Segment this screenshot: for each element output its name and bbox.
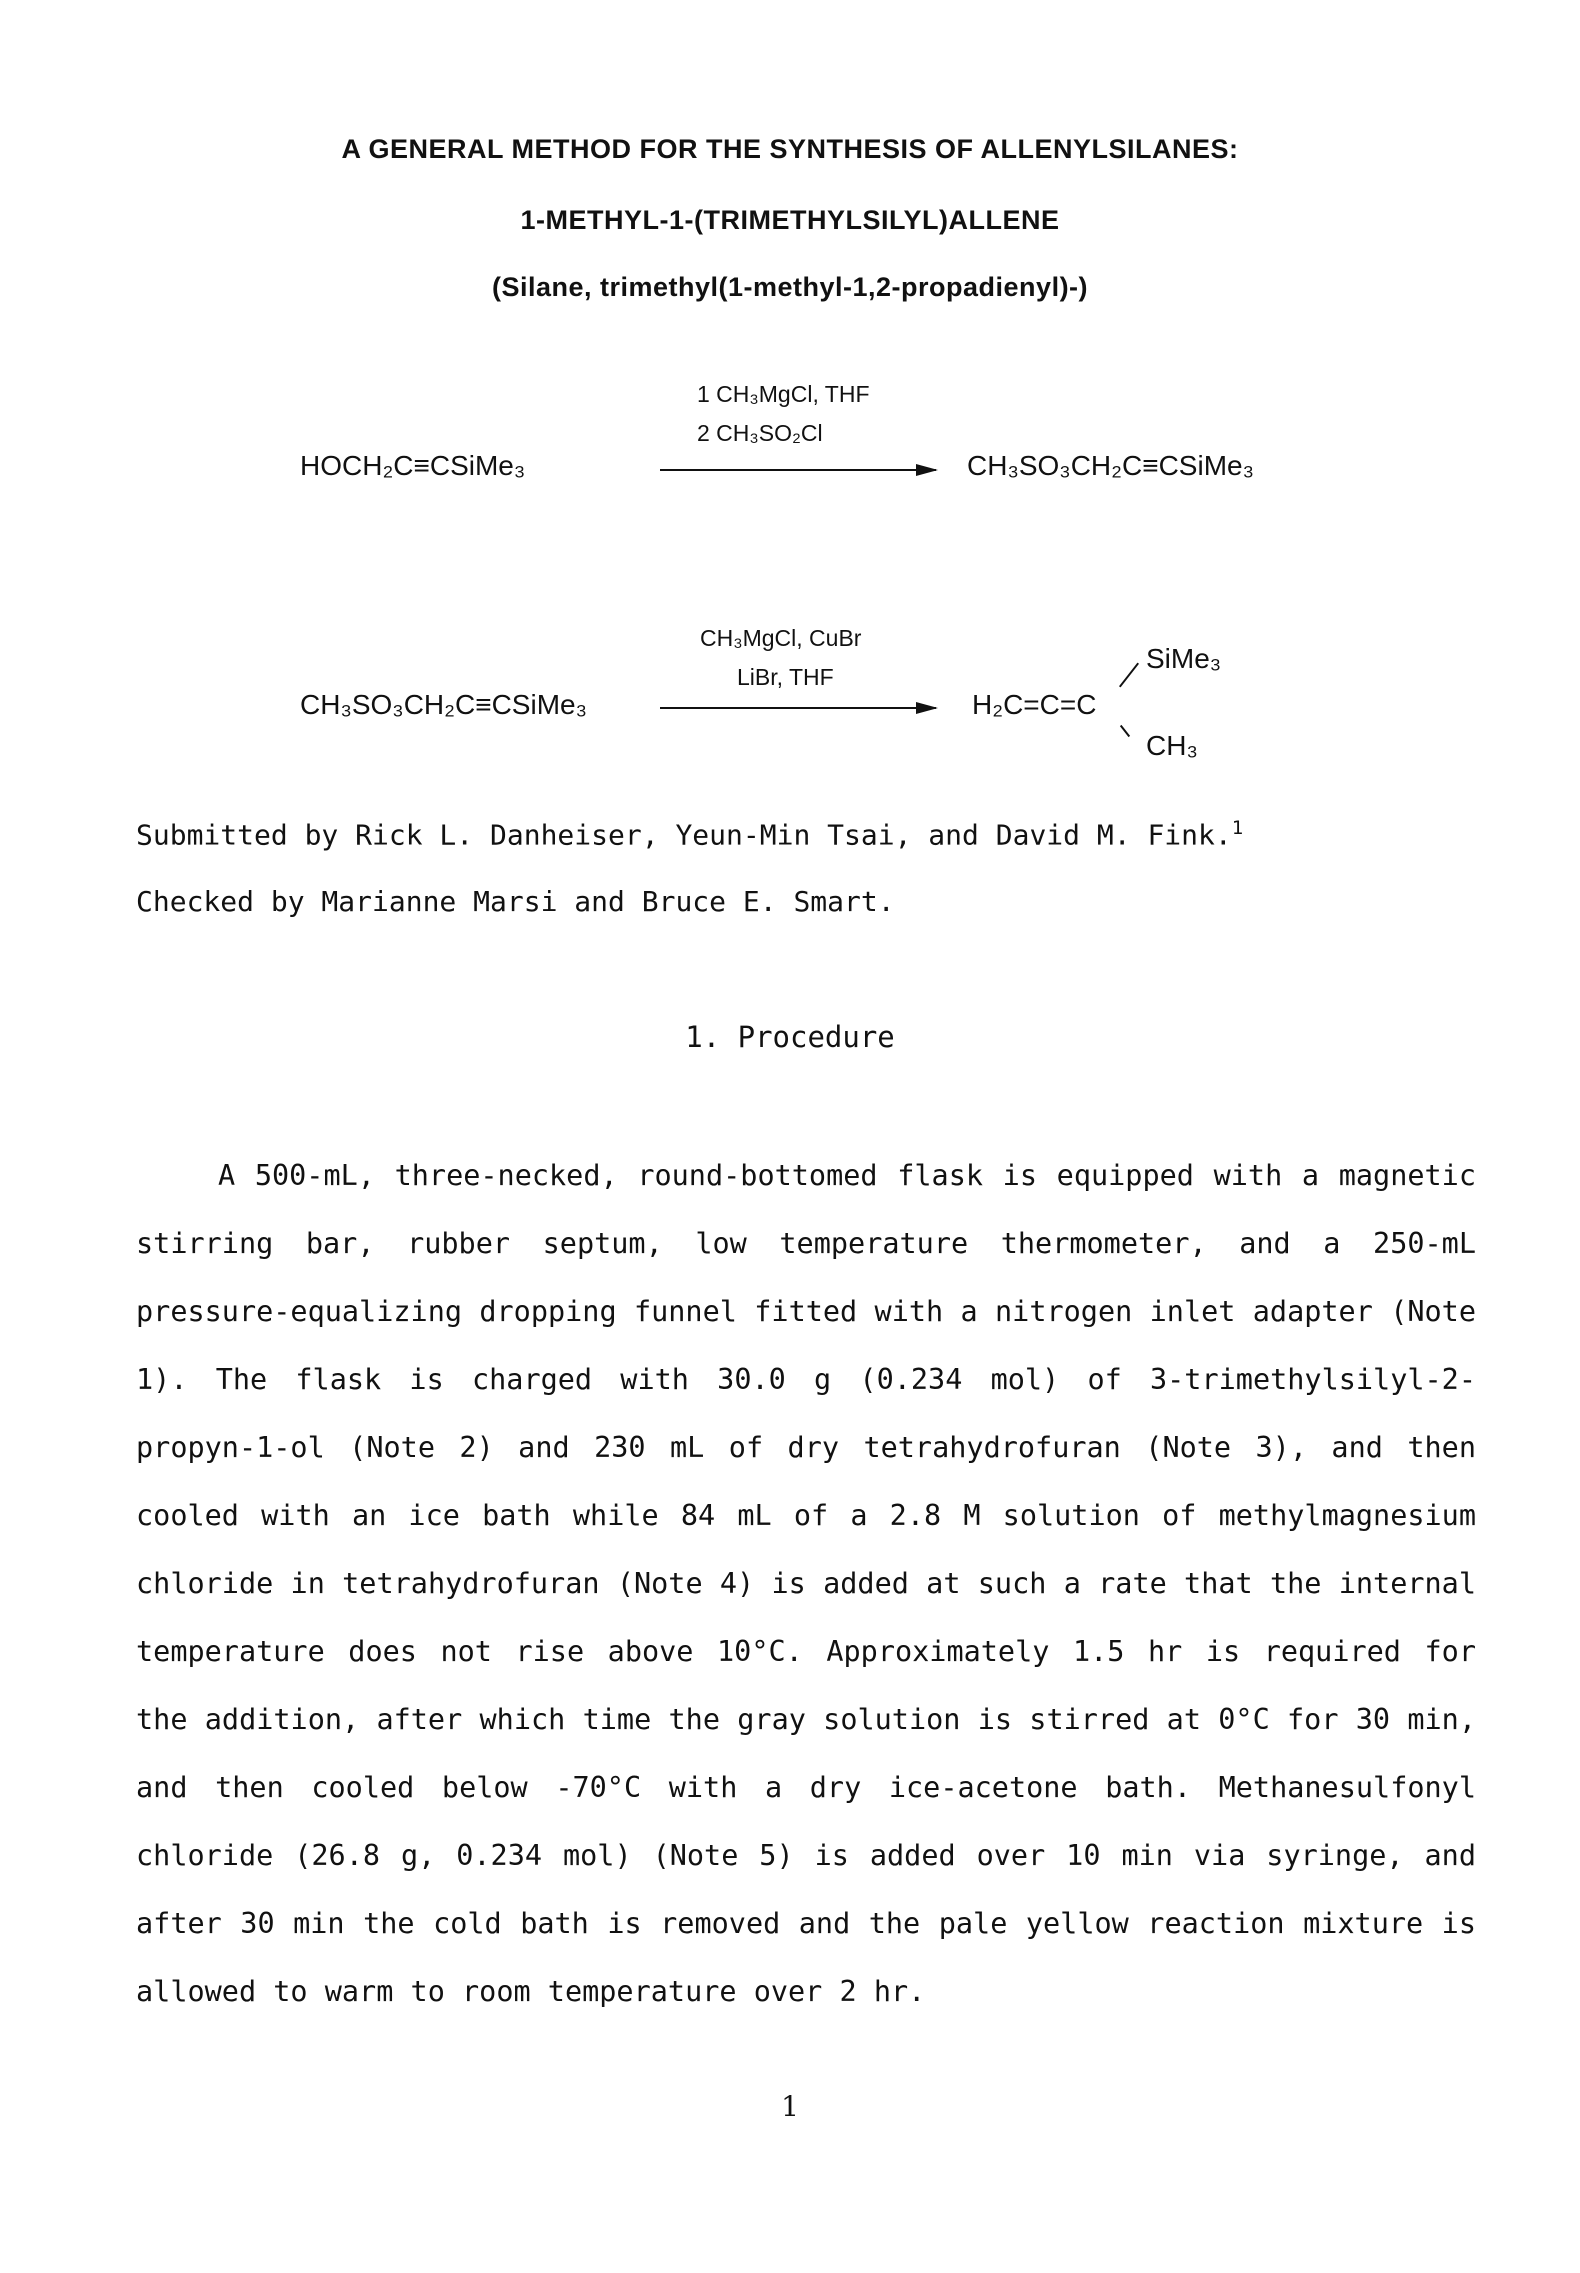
scheme1-product: CH₃SO₃CH₂C≡CSiMe₃ <box>967 450 1254 481</box>
title-line-2: 1-METHYL-1-(TRIMETHYLSILYL)ALLENE <box>520 205 1060 235</box>
procedure-line: pressure-equalizing dropping funnel fitted with a nitrogen inlet adapter (Note <box>136 1295 1476 1328</box>
submitted-by <box>136 817 1243 851</box>
procedure-line: allowed to warm to room temperature over 2 hr. <box>136 1975 926 2008</box>
scheme2-bond-down <box>1120 725 1130 737</box>
procedure-line: cooled with an ice bath while 84 mL of a 2.8 M solution of methylmagnesium <box>136 1499 1476 1532</box>
procedure-line: propyn-1-ol (Note 2) and 230 mL of dry tetrahydrofuran (Note 3), and then <box>136 1431 1476 1464</box>
procedure-line: chloride (26.8 g, 0.234 mol) (Note 5) is added over 10 min via syringe, and <box>136 1839 1476 1872</box>
scheme2-substituent-methyl: CH₃ <box>1146 730 1198 761</box>
procedure-line: the addition, after which time the gray solution is stirred at 0°C for 30 min, <box>136 1703 1476 1736</box>
scheme1-arrow <box>660 469 936 471</box>
title-line-3: (Silane, trimethyl(1-methyl-1,2-propadienyl)-) <box>491 272 1089 302</box>
page-number: 1 <box>781 2090 799 2123</box>
procedure-line: A 500-mL, three-necked, round-bottomed flask is equipped with a magnetic <box>218 1159 1476 1192</box>
scheme2-condition-1: CH₃MgCl, CuBr <box>700 625 862 651</box>
procedure-line: chloride in tetrahydrofuran (Note 4) is added at such a rate that the internal <box>136 1567 1476 1600</box>
scheme1-reactant: HOCH₂C≡CSiMe₃ <box>300 450 526 481</box>
checked-by: Checked by Marianne Marsi and Bruce E. Smart. <box>136 885 895 918</box>
procedure-line: temperature does not rise above 10°C. Approximately 1.5 hr is required for <box>136 1635 1476 1668</box>
scheme2-substituent-silyl: SiMe₃ <box>1146 643 1222 674</box>
procedure-line: and then cooled below -70°C with a dry ice-acetone bath. Methanesulfonyl <box>136 1771 1476 1804</box>
scheme1-condition-1: 1 CH₃MgCl, THF <box>697 381 870 407</box>
procedure-paragraph <box>136 1142 1476 2026</box>
scheme2-bond-up <box>1119 663 1139 688</box>
scheme2-condition-2: LiBr, THF <box>737 664 834 690</box>
scheme2-product: H₂C=C=C <box>972 689 1097 720</box>
section-heading: 1. Procedure <box>685 1020 895 1054</box>
footnote-marker: 1 <box>1231 817 1244 839</box>
procedure-line: 1). The flask is charged with 30.0 g (0.234 mol) of 3-trimethylsilyl-2- <box>136 1363 1476 1396</box>
scheme1-condition-2: 2 CH₃SO₂Cl <box>697 420 823 446</box>
procedure-line: after 30 min the cold bath is removed and the pale yellow reaction mixture is <box>136 1907 1476 1940</box>
submitted-by-text: Submitted by Rick L. Danheiser, Yeun-Min Tsai, and David M. Fink. <box>136 818 1232 852</box>
procedure-line: stirring bar, rubber septum, low temperature thermometer, and a 250-mL <box>136 1227 1476 1260</box>
scheme2-reactant: CH₃SO₃CH₂C≡CSiMe₃ <box>300 689 587 720</box>
title-line-1: A GENERAL METHOD FOR THE SYNTHESIS OF ALLENYLSILANES: <box>341 134 1239 164</box>
scheme2-arrow <box>660 707 936 709</box>
